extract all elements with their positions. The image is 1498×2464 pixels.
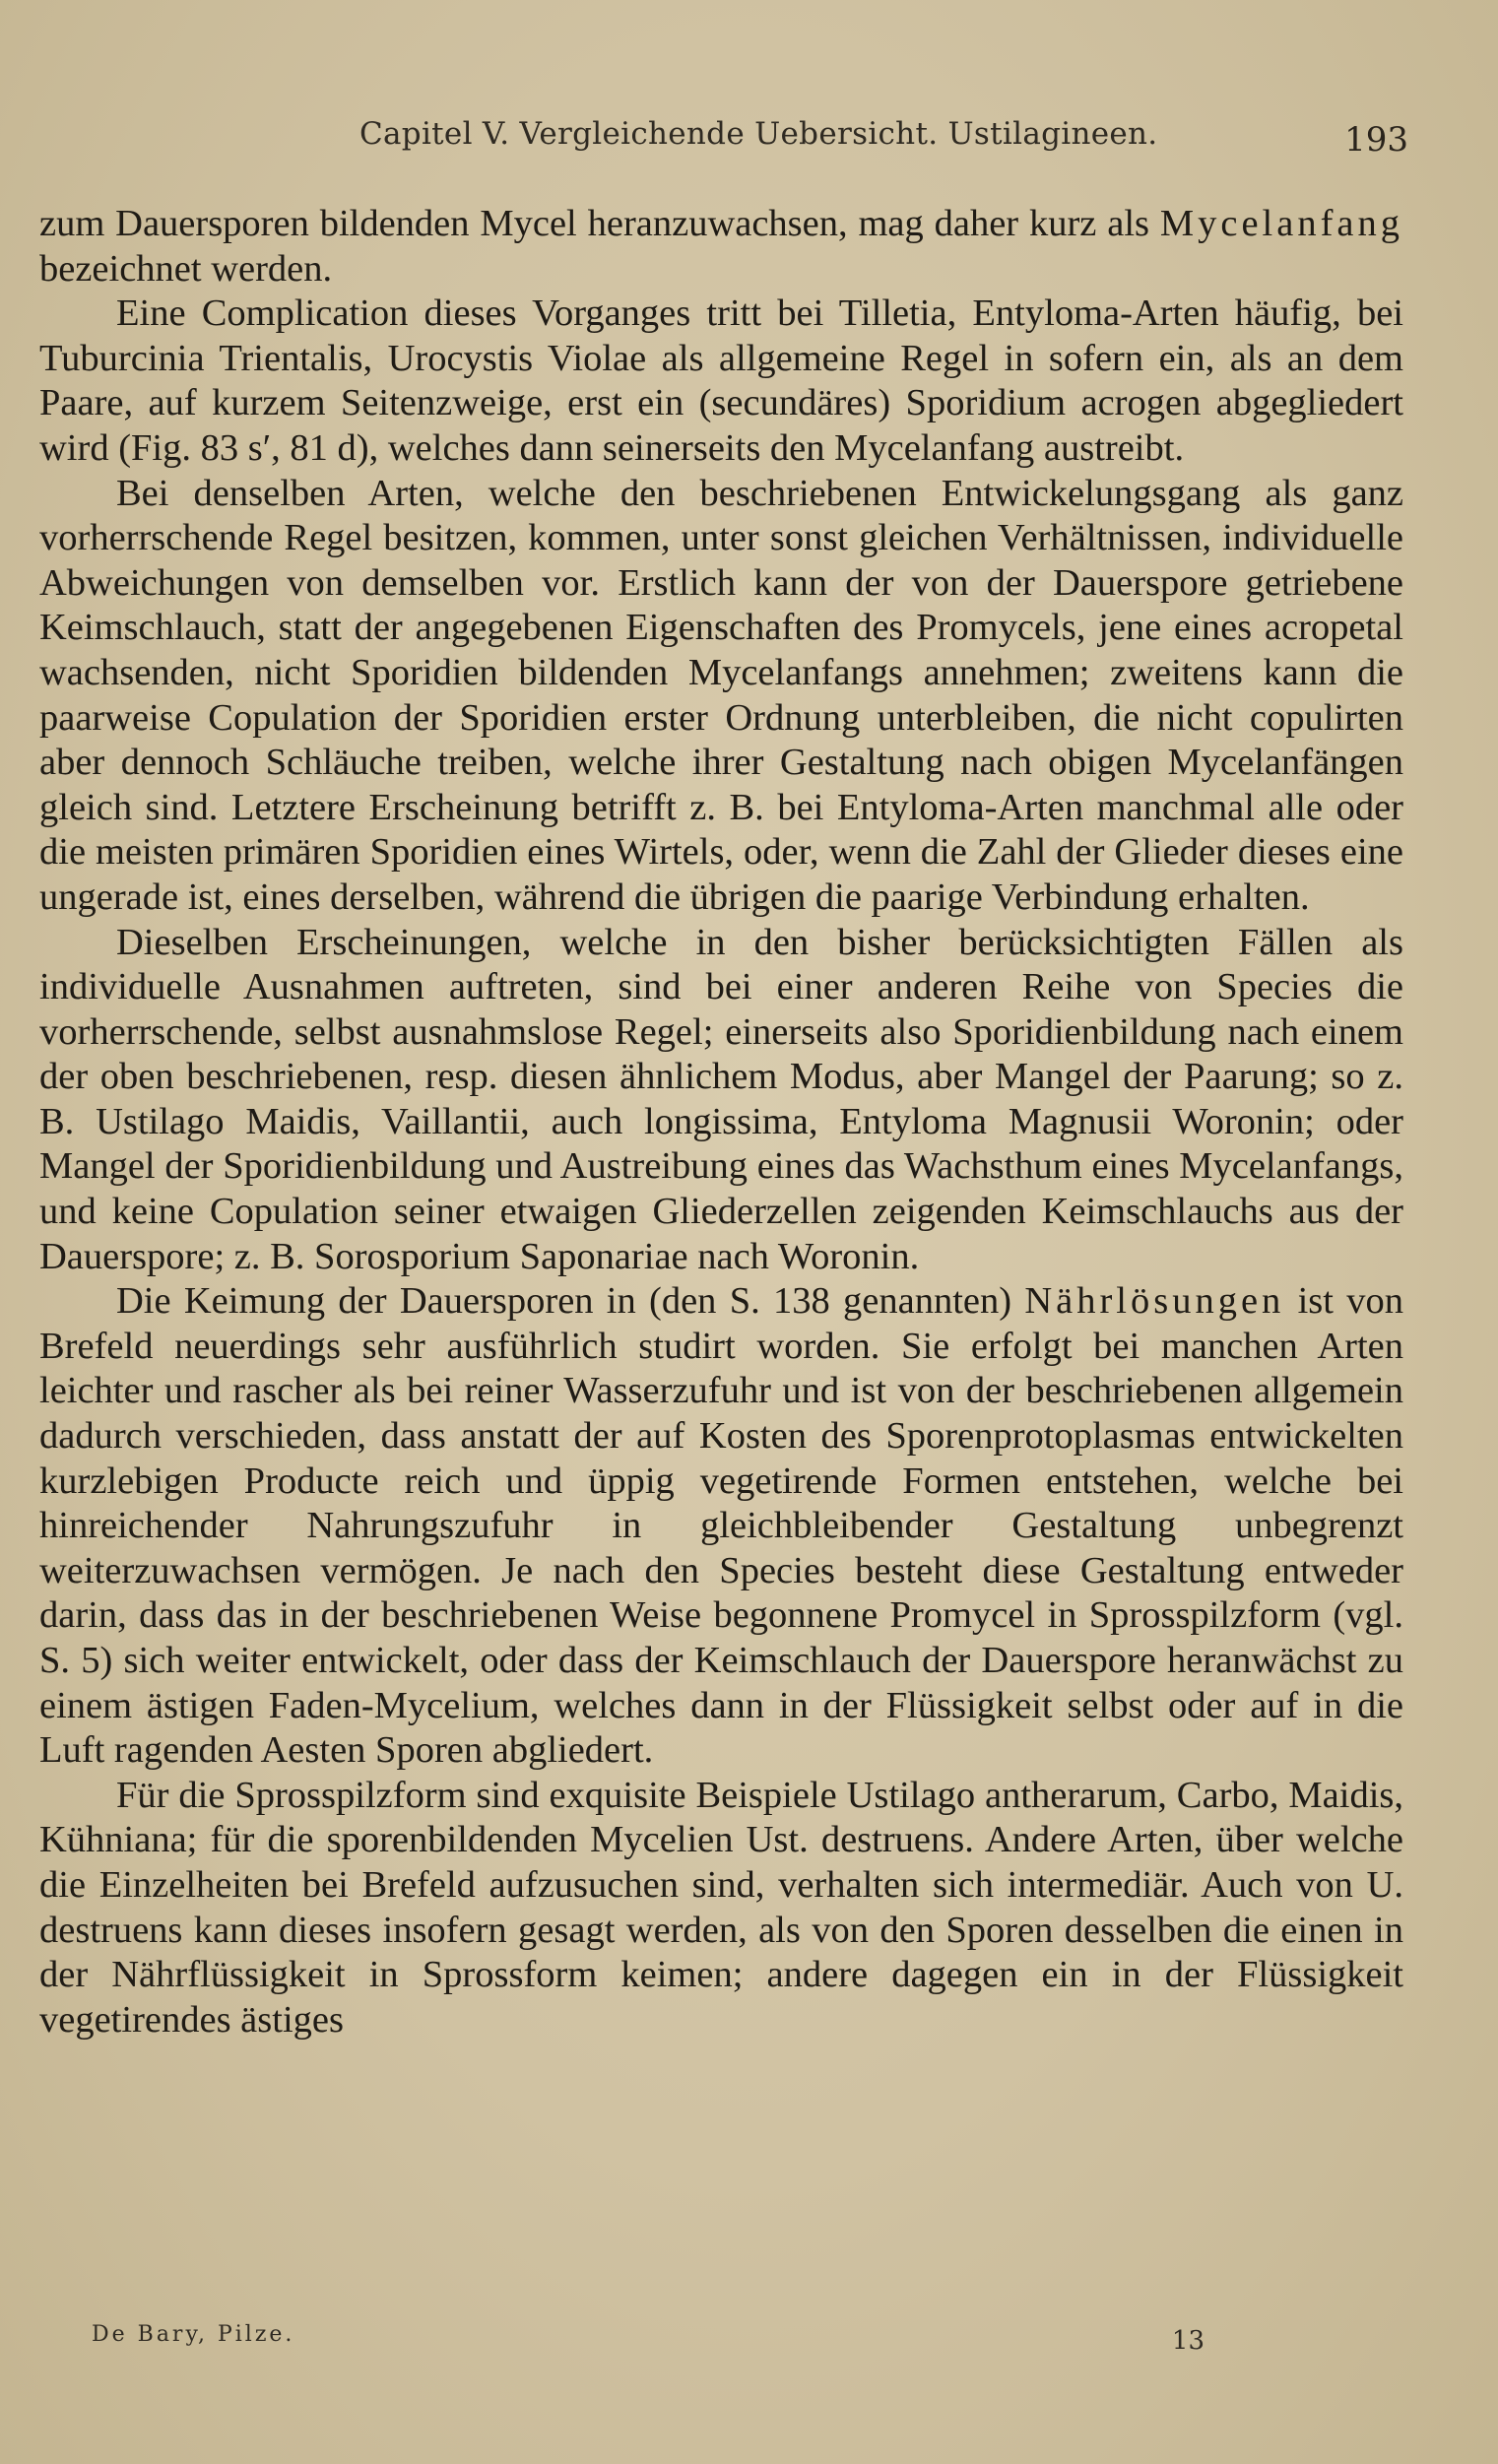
signature-mark: 13 [1171, 2326, 1205, 2356]
paragraph-text: Dieselben Erscheinungen, welche in den bisher berücksichtigten Fällen als individuelle Ausnahmen auftreten, sind bei einer anderen Reihe von Species die vorherrschende, selbst ausnahmslose Regel; einerseits also Sporidienbildung nach einem der oben beschriebenen, resp. diesen ähnlichem Modus, aber Mangel der Paarung; so z. B. Ustilago Maidis, Vaillantii, auch longissima, Entyloma Magnusii Woronin; oder Mangel der Sporidienbildung und Austreibung eines das Wachsthum eines Mycelanfangs, und keine Copulation seiner etwaigen Gliederzellen zeigenden Keimschlauchs aus der Dauerspore; z. B. Sorosporium Saponariae nach Woronin. [39, 921, 1403, 1277]
paragraph-text: bezeichnet werden. [39, 247, 333, 290]
page-number: 193 [1344, 120, 1408, 160]
spaced-term: Mycelanfang [1159, 203, 1403, 244]
footer-author: De Bary, Pilze. [92, 2322, 295, 2347]
running-head: Capitel V. Vergleichende Uebersicht. Ustilagineen. [359, 116, 1158, 152]
body-text [39, 202, 1403, 2043]
paragraph [39, 472, 1403, 921]
paragraph [39, 1774, 1403, 2043]
paragraph [39, 292, 1403, 471]
paragraph-text: ist von Brefeld neuerdings sehr ausführlich studirt worden. Sie erfolgt bei manchen Arten leichter und rascher als bei reiner Wasserzufuhr und ist von der beschriebenen allgemein dadurch verschieden, dass anstatt der auf Kosten des Sporenprotoplasmas entwickelten kurzlebigen Producte reich und üppig vegetirende Formen entstehen, welche bei hinreichender Nahrungszufuhr in gleichbleibender Gestaltung unbegrenzt weiterzuwachsen vermögen. Je nach den Species besteht diese Gestaltung entweder darin, dass das in der beschriebenen Weise begonnene Promycel in Sprosspilzform (vgl. S. 5) sich weiter entwickelt, oder dass der Keimschlauch der Dauerspore heranwächst zu einem ästigen Faden-Mycelium, welches dann in der Flüssigkeit selbst oder auf in die Luft ragenden Aesten Sporen abgliedert. [39, 1280, 1403, 1772]
paragraph-text: Für die Sprosspilzform sind exquisite Beispiele Ustilago antherarum, Carbo, Maidis, Kühniana; für die sporenbildenden Mycelien Ust. destruens. Andere Arten, über welche die Einzelheiten bei Brefeld aufzusuchen sind, verhalten sich intermediär. Auch von U. destruens kann dieses insofern gesagt werden, als von den Sporen desselben die einen in der Nährflüssigkeit in Sprossform keimen; andere dagegen ein in der Flüssigkeit vegetirendes ästiges [39, 1774, 1403, 2041]
paragraph-text: Bei denselben Arten, welche den beschriebenen Entwickelungsgang als ganz vorherrschende Regel besitzen, kommen, unter sonst gleichen Verhältnissen, individuelle Abweichungen von demselben vor. Erstlich kann der von der Dauerspore getriebene Keimschlauch, statt der angegebenen Eigenschaften des Promycels, jene eines acropetal wachsenden, nicht Sporidien bildenden Mycelanfangs annehmen; zweitens kann die paarweise Copulation der Sporidien erster Ordnung unterbleiben, die nicht copulirten aber dennoch Schläuche treiben, welche ihrer Gestaltung nach obigen Mycelanfängen gleich sind. Letztere Erscheinung betrifft z. B. bei Entyloma-Arten manchmal alle oder die meisten primären Sporidien eines Wirtels, oder, wenn die Zahl der Glieder dieses eine ungerade ist, eines derselben, während die übrigen die paarige Verbindung erhalten. [39, 472, 1403, 918]
spaced-term: Nährlösungen [1024, 1280, 1285, 1323]
paragraph [39, 1279, 1403, 1774]
paragraph [39, 921, 1403, 1280]
paragraph-text: Die Keimung der Dauersporen in (den S. 138 genannten) [116, 1280, 1025, 1323]
paragraph [39, 202, 1403, 292]
page-header [39, 116, 1408, 175]
paragraph-text: Eine Complication dieses Vorganges tritt bei Tilletia, Entyloma-Arten häufig, bei Tuburcinia Trientalis, Urocystis Violae als allgemeine Regel in sofern ein, als an dem Paare, auf kurzem Seitenzweige, erst ein (secundäres) Sporidium acrogen abgegliedert wird (Fig. 83 s′, 81 d), welches dann seinerseits den Mycelanfang austreibt. [39, 292, 1403, 469]
page-footer [92, 2322, 1205, 2371]
paragraph-text: zum Dauersporen bildenden Mycel heranzuwachsen, mag daher kurz als [39, 203, 1160, 244]
